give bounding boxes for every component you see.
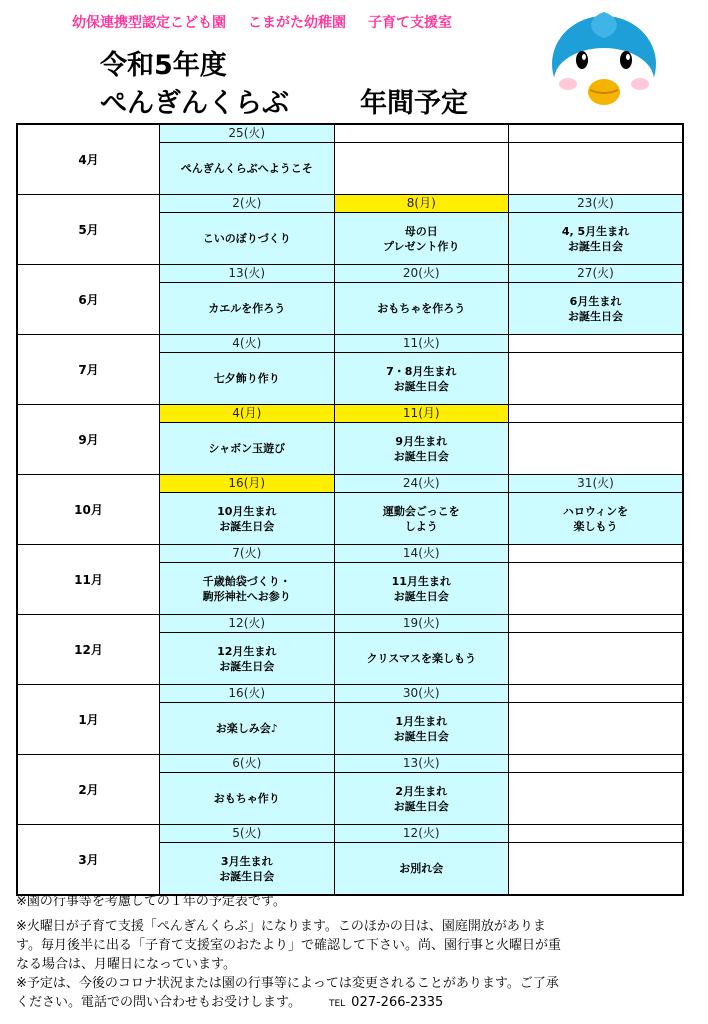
activity-text: 七夕飾り作り [213, 372, 280, 385]
activity-text: お誕生日会 [219, 869, 275, 883]
activity-text: 7・8月生まれ [386, 364, 457, 378]
event-date: 30(火) [334, 685, 509, 703]
activity-text: おもちゃ作り [213, 792, 280, 805]
activity-text: お誕生日会 [393, 729, 449, 743]
event-date: 13(火) [334, 755, 509, 773]
activity-text: 9月生まれ [395, 434, 448, 448]
event-activity [160, 493, 335, 545]
activity-text: 3月生まれ [220, 854, 273, 868]
event-activity [160, 423, 335, 475]
note-change-text: ください。電話での問い合わせもお受けします。 [16, 995, 301, 1010]
event-activity [334, 213, 509, 265]
tel-number: 027-266-2335 [351, 995, 444, 1010]
annual-schedule-table [16, 123, 684, 896]
month-label: 10月 [17, 475, 160, 545]
activity-text: お誕生日会 [393, 449, 449, 463]
schedule-date-row [17, 825, 683, 843]
event-date: 31(火) [509, 475, 684, 493]
empty-date-cell [509, 825, 684, 843]
event-date: 6(火) [160, 755, 335, 773]
activity-text: お誕生日会 [393, 379, 449, 393]
penguin-icon [546, 8, 662, 114]
activity-text: お誕生日会 [219, 519, 275, 533]
month-label: 6月 [17, 265, 160, 335]
activity-text: お誕生日会 [219, 659, 275, 673]
activity-text: お誕生日会 [393, 589, 449, 603]
schedule-date-row [17, 685, 683, 703]
empty-activity-cell [509, 703, 684, 755]
activity-text: 4, 5月生まれ [561, 224, 630, 238]
title-annual-plan: 年間予定 [360, 88, 468, 119]
note-change-line1: ※予定は、今後のコロナ状況または園の行事等によっては変更されることがあります。ご了承 [16, 976, 559, 991]
event-activity [334, 843, 509, 896]
empty-activity-cell [509, 143, 684, 195]
event-date: 14(火) [334, 545, 509, 563]
activity-text: 楽しもう [573, 519, 618, 533]
month-label: 5月 [17, 195, 160, 265]
event-activity [509, 493, 684, 545]
event-date: 19(火) [334, 615, 509, 633]
event-activity [160, 563, 335, 615]
schedule-date-row [17, 265, 683, 283]
empty-date-cell [509, 405, 684, 423]
empty-date-cell [509, 685, 684, 703]
month-label: 11月 [17, 545, 160, 615]
month-label: 4月 [17, 124, 160, 195]
title-year: 令和5年度 [100, 50, 227, 81]
event-date: 16(火) [160, 685, 335, 703]
activity-text: ぺんぎんくらぶへようこそ [180, 162, 313, 175]
note-tuesday-line3: なる場合は、月曜日になっています。 [16, 957, 236, 972]
note-change-line2 [16, 993, 696, 1014]
empty-date-cell [509, 615, 684, 633]
event-activity [160, 283, 335, 335]
note-tuesday-line1: ※火曜日が子育て支援「ぺんぎんくらぶ」になります。このほかの日は、園庭開放がありま [16, 919, 546, 934]
activity-text: 12月生まれ [217, 644, 277, 658]
event-date: 7(火) [160, 545, 335, 563]
activity-text: 6月生まれ [569, 294, 622, 308]
activity-text: 運動会ごっこを [382, 504, 460, 518]
event-date: 16(月) [160, 475, 335, 493]
month-label: 12月 [17, 615, 160, 685]
event-activity [160, 353, 335, 405]
schedule-date-row [17, 755, 683, 773]
event-activity [334, 353, 509, 405]
activity-text: 1月生まれ [395, 714, 448, 728]
event-activity [160, 843, 335, 896]
event-activity [160, 703, 335, 755]
empty-activity-cell [509, 423, 684, 475]
activity-text: お誕生日会 [568, 309, 623, 323]
event-activity [160, 773, 335, 825]
event-date: 11(月) [334, 405, 509, 423]
support-room-label: 子育て支援室 [368, 15, 452, 31]
event-activity [334, 423, 509, 475]
activity-text: クリスマスを楽しもう [366, 652, 477, 665]
activity-text: おもちゃを作ろう [377, 302, 466, 315]
schedule-date-row [17, 195, 683, 213]
empty-activity-cell [509, 563, 684, 615]
event-activity [509, 213, 684, 265]
empty-activity-cell [334, 143, 509, 195]
event-date: 2(火) [160, 195, 335, 213]
event-date: 13(火) [160, 265, 335, 283]
activity-text: こいのぼりづくり [202, 232, 291, 245]
empty-date-cell [509, 124, 684, 143]
event-date: 20(火) [334, 265, 509, 283]
organization-header [72, 12, 552, 32]
event-date: 4(火) [160, 335, 335, 353]
activity-text: お誕生日会 [393, 799, 449, 813]
empty-activity-cell [509, 773, 684, 825]
schedule-date-row [17, 124, 683, 143]
event-date: 4(月) [160, 405, 335, 423]
month-label: 1月 [17, 685, 160, 755]
event-date: 27(火) [509, 265, 684, 283]
empty-date-cell [334, 124, 509, 143]
activity-text: ハロウィンを [562, 504, 629, 518]
event-date: 24(火) [334, 475, 509, 493]
school-name: こまがた幼稚園 [248, 15, 346, 31]
tel-label: TEL [328, 999, 346, 1009]
event-activity [509, 283, 684, 335]
empty-activity-cell [509, 843, 684, 896]
note-scope: ※園の行事等を考慮しての１年の予定表です。 [16, 894, 286, 909]
activity-text: お楽しみ会♪ [215, 722, 278, 735]
event-date: 11(火) [334, 335, 509, 353]
event-date: 12(火) [160, 615, 335, 633]
schedule-date-row [17, 335, 683, 353]
event-activity [334, 703, 509, 755]
activity-text: 千歳飴袋づくり・ [202, 574, 291, 588]
activity-text: お別れ会 [399, 862, 444, 875]
event-activity [334, 563, 509, 615]
notes-section [16, 892, 696, 1014]
event-date: 25(火) [160, 124, 335, 143]
activity-text: お誕生日会 [568, 239, 623, 253]
activity-text: 10月生まれ [217, 504, 277, 518]
event-activity [160, 143, 335, 195]
schedule-date-row [17, 405, 683, 423]
note-tuesday-line2: す。毎月後半に出る「子育て支援室のおたより」で確認して下さい。尚、園行事と火曜日が重 [16, 938, 561, 953]
title-club-name: ぺんぎんくらぶ [100, 88, 289, 119]
event-date: 23(火) [509, 195, 684, 213]
schedule-date-row [17, 475, 683, 493]
event-date: 8(月) [334, 195, 509, 213]
empty-date-cell [509, 335, 684, 353]
schedule-date-row [17, 615, 683, 633]
activity-text: プレゼント作り [382, 239, 460, 253]
month-label: 2月 [17, 755, 160, 825]
activity-text: 駒形神社へお参り [202, 589, 291, 603]
event-activity [334, 493, 509, 545]
event-date: 5(火) [160, 825, 335, 843]
activity-text: カエルを作ろう [208, 302, 286, 315]
event-activity [334, 633, 509, 685]
month-label: 3月 [17, 825, 160, 896]
empty-activity-cell [509, 353, 684, 405]
activity-text: 2月生まれ [395, 784, 448, 798]
activity-text: 11月生まれ [391, 574, 451, 588]
schedule-date-row [17, 545, 683, 563]
activity-text: シャボン玉遊び [208, 442, 286, 455]
event-activity [160, 633, 335, 685]
event-activity [160, 213, 335, 265]
empty-date-cell [509, 545, 684, 563]
event-activity [334, 773, 509, 825]
activity-text: しよう [404, 519, 438, 533]
event-activity [334, 283, 509, 335]
month-label: 9月 [17, 405, 160, 475]
activity-text: 母の日 [404, 224, 438, 238]
month-label: 7月 [17, 335, 160, 405]
org-type-label: 幼保連携型認定こども園 [72, 15, 226, 31]
event-date: 12(火) [334, 825, 509, 843]
empty-activity-cell [509, 633, 684, 685]
empty-date-cell [509, 755, 684, 773]
